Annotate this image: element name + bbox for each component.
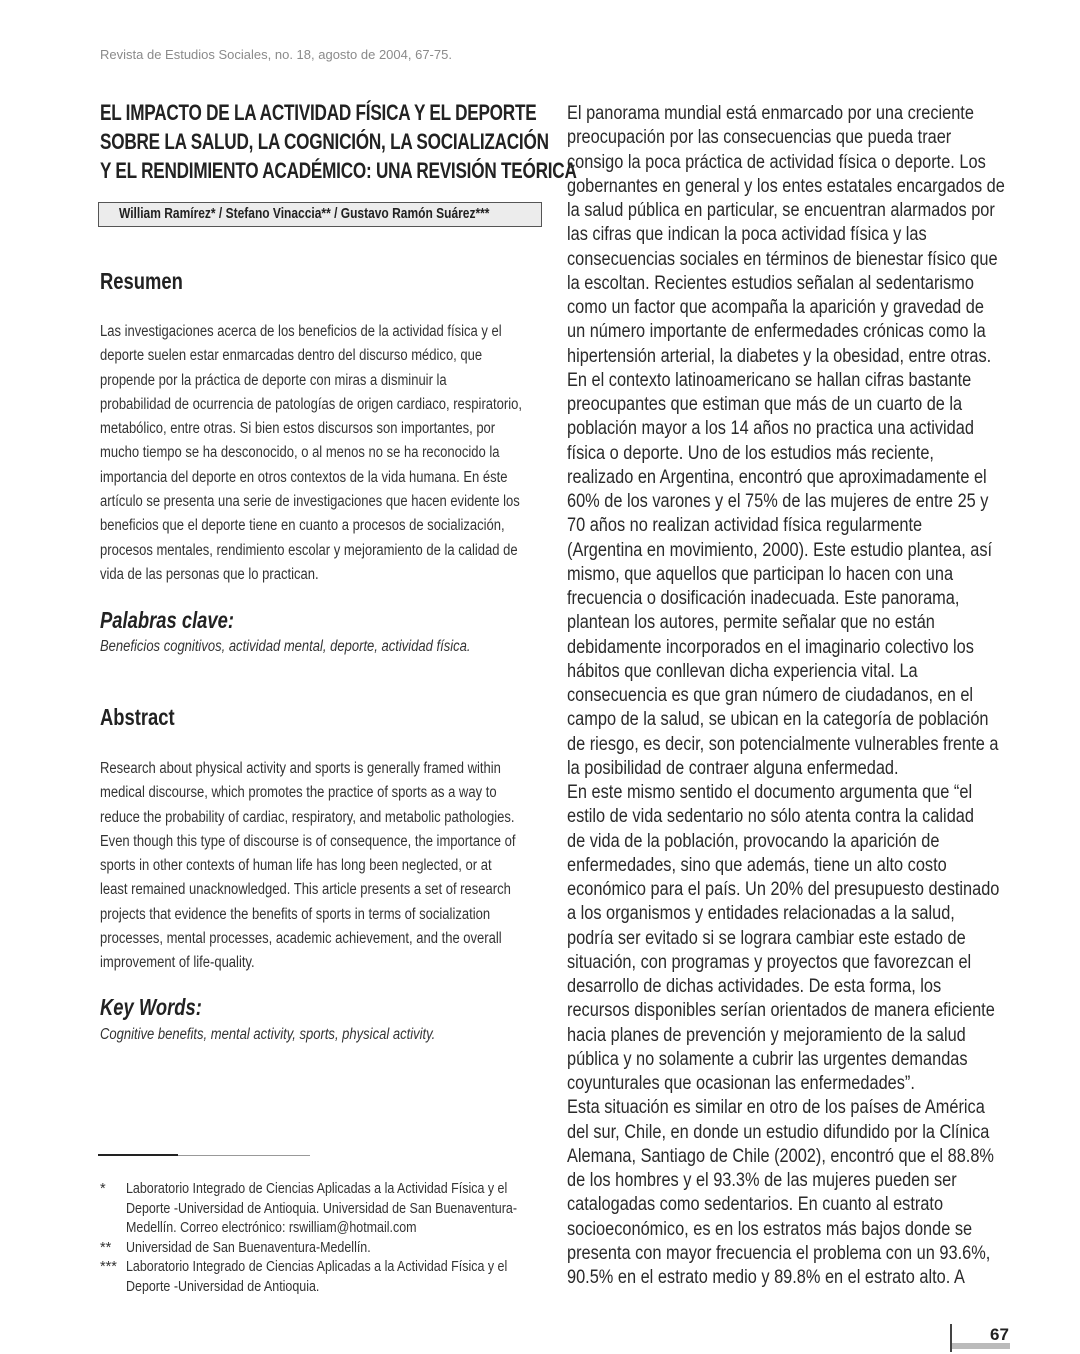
text-line: Even though this type of discourse is of consequence, the importance of [100, 832, 516, 850]
body-line: 70 años no realizan actividad física regularmente [567, 515, 923, 537]
body-text [567, 102, 1076, 1290]
text-line: procesos mentales, rendimiento escolar y mejoramiento de la calidad de [100, 541, 518, 559]
body-line: Esta situación es similar en otro de los países de América [567, 1097, 985, 1119]
body-line: coyunturales que ocasionan las enfermedades”. [567, 1073, 915, 1094]
body-line: En este mismo sentido el documento argumenta que “el [567, 782, 973, 803]
body-line: gobernantes en general y los entes estatales encargados de [567, 175, 1005, 197]
text-line: deporte suelen estar enmarcadas dentro del discurso médico, que [100, 347, 483, 365]
text-line: Research about physical activity and sports is generally framed within [100, 760, 501, 777]
text-line: metabólico, entre otras. Si bien estos discursos son importantes, por [100, 420, 496, 438]
body-line: consigo la poca práctica de actividad física o deporte. Los [567, 151, 986, 173]
body-line: plantean los autores, permite señalar que no están [567, 612, 935, 634]
body-line: pública y no solamente a cubrir las urgentes demandas [567, 1048, 968, 1070]
page-number: 67 [990, 1325, 1009, 1344]
text-line: projects that evidence the benefits of sports in terms of socialization [100, 905, 491, 923]
text-line: improvement of life-quality. [100, 954, 255, 972]
body-line: 60% de los varones y el 75% de las mujeres de entre 25 y [567, 491, 989, 512]
body-line: Alemana, Santiago de Chile (2002), encontró que el 88.8% [567, 1145, 994, 1167]
footnote-marker: ** [100, 1239, 112, 1256]
text-line: probabilidad de ocurrencia de patologías de origen cardiaco, respiratorio, [100, 395, 522, 413]
body-line: presenta con mayor frecuencia el problema con un 93.6%, [567, 1242, 991, 1264]
text-line: beneficios que el deporte tiene en cuanto a procesos de socialización, [100, 517, 505, 535]
body-line: hipertensión arterial, la diabetes y la obesidad, entre otras. [567, 345, 992, 367]
footnote-line [100, 1258, 581, 1278]
title-line: EL IMPACTO DE LA ACTIVIDAD FÍSICA Y EL DEPORTE [100, 100, 537, 125]
footnote-rule-accent [98, 1154, 178, 1156]
text-line: vida de las personas que lo practican. [100, 565, 319, 583]
text-line: medical discourse, which promotes the practice of sports as a way to [100, 784, 497, 802]
body-line: catalogadas como sedentarios. En cuanto al estrato [567, 1194, 944, 1216]
journal-header: Revista de Estudios Sociales, no. 18, agosto de 2004, 67-75. [100, 47, 452, 62]
footnote-marker: * [100, 1181, 106, 1197]
footnote-line [100, 1278, 581, 1298]
footnote-marker [100, 1278, 126, 1298]
text-line: importancia del deporte en otros contextos de la vida humana. En éste [100, 468, 508, 486]
resumen-heading: Resumen [100, 268, 183, 294]
body-line: realizado en Argentina, encontró que aproximadamente el [567, 466, 987, 488]
body-line: un número importante de enfermedades crónicas como la [567, 321, 986, 343]
title-line: SOBRE LA SALUD, LA COGNICIÓN, LA SOCIALIZACIÓN [100, 129, 549, 154]
abstract-text [100, 757, 595, 976]
body-line: campo de la salud, se ubican en la categoría de población [567, 709, 989, 731]
body-line: socioeconómico, es en los estratos más bajos donde se [567, 1218, 973, 1240]
key-words-text: Cognitive benefits, mental activity, sports, physical activity. [100, 1026, 436, 1043]
body-line: económico para el país. Un 20% del presupuesto destinado [567, 879, 1000, 900]
footnote-text: Deporte -Universidad de Antioquia. Universidad de San Buenaventura- [126, 1200, 517, 1217]
footnote-marker [100, 1200, 126, 1220]
body-line: las cifras que indican la poca actividad física y las [567, 224, 927, 246]
abstract-heading: Abstract [100, 704, 175, 730]
key-words-heading: Key Words: [100, 994, 202, 1020]
body-line: como un factor que acompaña la aparición y gravedad de [567, 297, 984, 318]
body-line: población mayor a los 14 años no practica una actividad [567, 418, 974, 440]
footnote-text: Medellín. Correo electrónico: rswilliam@hotmail.com [126, 1220, 417, 1236]
footnote-text: Laboratorio Integrado de Ciencias Aplicadas a la Actividad Física y el [126, 1259, 508, 1275]
text-line: reduce the probability of cardiac, respiratory, and metabolic pathologies. [100, 808, 515, 826]
footnote-line [100, 1200, 581, 1220]
body-line: estilo de vida sedentario no sólo atenta contra la calidad [567, 806, 974, 828]
body-line: El panorama mundial está enmarcado por una creciente [567, 103, 974, 124]
body-line: enfermedades, sino que además, tiene un alto costo [567, 854, 947, 876]
text-line: least remained unacknowledged. This article presents a set of research [100, 881, 511, 899]
body-line: la escoltan. Recientes estudios señalan al sedentarismo [567, 272, 974, 294]
text-line: artículo se presenta una serie de investigaciones que hacen evidente los [100, 493, 520, 511]
body-line: desarrollo de dichas actividades. De esta forma, los [567, 976, 942, 997]
body-line: En el contexto latinoamericano se hallan cifras bastante [567, 369, 972, 391]
footnote-line [100, 1180, 581, 1200]
body-line: mismo, que aquellos que participan lo hacen con una [567, 563, 954, 585]
palabras-clave-heading: Palabras clave: [100, 607, 235, 633]
body-line: consecuencias sociales en términos de bienestar físico que [567, 248, 998, 270]
text-line: sports in other contexts of human life has long been neglected, or at [100, 857, 492, 875]
body-line: la salud pública en particular, se encuentran alarmados por [567, 200, 995, 221]
body-line: a los organismos y entidades relacionadas a la salud, [567, 903, 955, 925]
body-line: situación, con programas y proyectos que favorezcan el [567, 951, 972, 973]
text-line: processes, mental processes, academic achievement, and the overall [100, 930, 502, 948]
body-line: del sur, Chile, en donde un estudio difundido por la Clínica [567, 1121, 990, 1143]
body-line: (Argentina en movimiento, 2000). Este estudio plantea, así [567, 539, 993, 561]
authors-box [98, 202, 542, 227]
text-line: Las investigaciones acerca de los beneficios de la actividad física y el [100, 323, 502, 340]
footnote-line [100, 1219, 581, 1239]
body-line: preocupantes que estiman que más de un cuarto de la [567, 394, 963, 415]
body-line: hacia planes de prevención y mejoramiento de la salud [567, 1024, 966, 1046]
body-line: consecuencia es que gran número de ciudadanos, en el [567, 685, 974, 706]
body-line: frecuencia o dosificación inadecuada. Este panorama, [567, 588, 960, 609]
body-line: preocupación por las consecuencias que pueda traer [567, 127, 952, 149]
body-line: de los hombres y el 93.3% de las mujeres pueden ser [567, 1170, 957, 1191]
footnote-text: Universidad de San Buenaventura-Medellín. [126, 1239, 371, 1256]
palabras-clave-text: Beneficios cognitivos, actividad mental, deporte, actividad física. [100, 638, 471, 655]
body-line: 90.5% en el estrato medio y 89.8% en el estrato alto. A [567, 1267, 965, 1288]
body-line: hábitos que conllevan dicha experiencia vital. La [567, 660, 918, 682]
resumen-text [100, 320, 602, 587]
footnotes [100, 1180, 581, 1297]
footnote-text: Deporte -Universidad de Antioquia. [126, 1278, 320, 1295]
footnote-marker [100, 1219, 126, 1239]
body-line: recursos disponibles serían orientados de manera eficiente [567, 1000, 995, 1022]
footnote-text: Laboratorio Integrado de Ciencias Aplicadas a la Actividad Física y el [126, 1181, 508, 1197]
title-line: Y EL RENDIMIENTO ACADÉMICO: UNA REVISIÓN TEÓRICA [100, 158, 577, 183]
body-line: de vida de la población, provocando la aparición de [567, 830, 940, 852]
footnote-line [100, 1239, 581, 1259]
body-line: física o deporte. Uno de los estudios más reciente, [567, 442, 934, 464]
body-line: de riesgo, es decir, son potencialmente vulnerables frente a [567, 733, 999, 755]
footnote-marker: *** [100, 1259, 117, 1275]
body-line: la posibilidad de contraer alguna enfermedad. [567, 757, 899, 779]
article-title [100, 98, 577, 185]
text-line: mucho tiempo se ha desconocido, o al menos no se ha reconocido la [100, 444, 500, 462]
text-line: propende por la práctica de deporte con miras a disminuir la [100, 371, 447, 389]
authors: William Ramírez* / Stefano Vinaccia** / Gustavo Ramón Suárez*** [119, 205, 490, 222]
body-line: debidamente incorporados en el imaginario colectivo los [567, 636, 974, 658]
body-line: podría ser evitado si se lograra cambiar este estado de [567, 927, 966, 949]
